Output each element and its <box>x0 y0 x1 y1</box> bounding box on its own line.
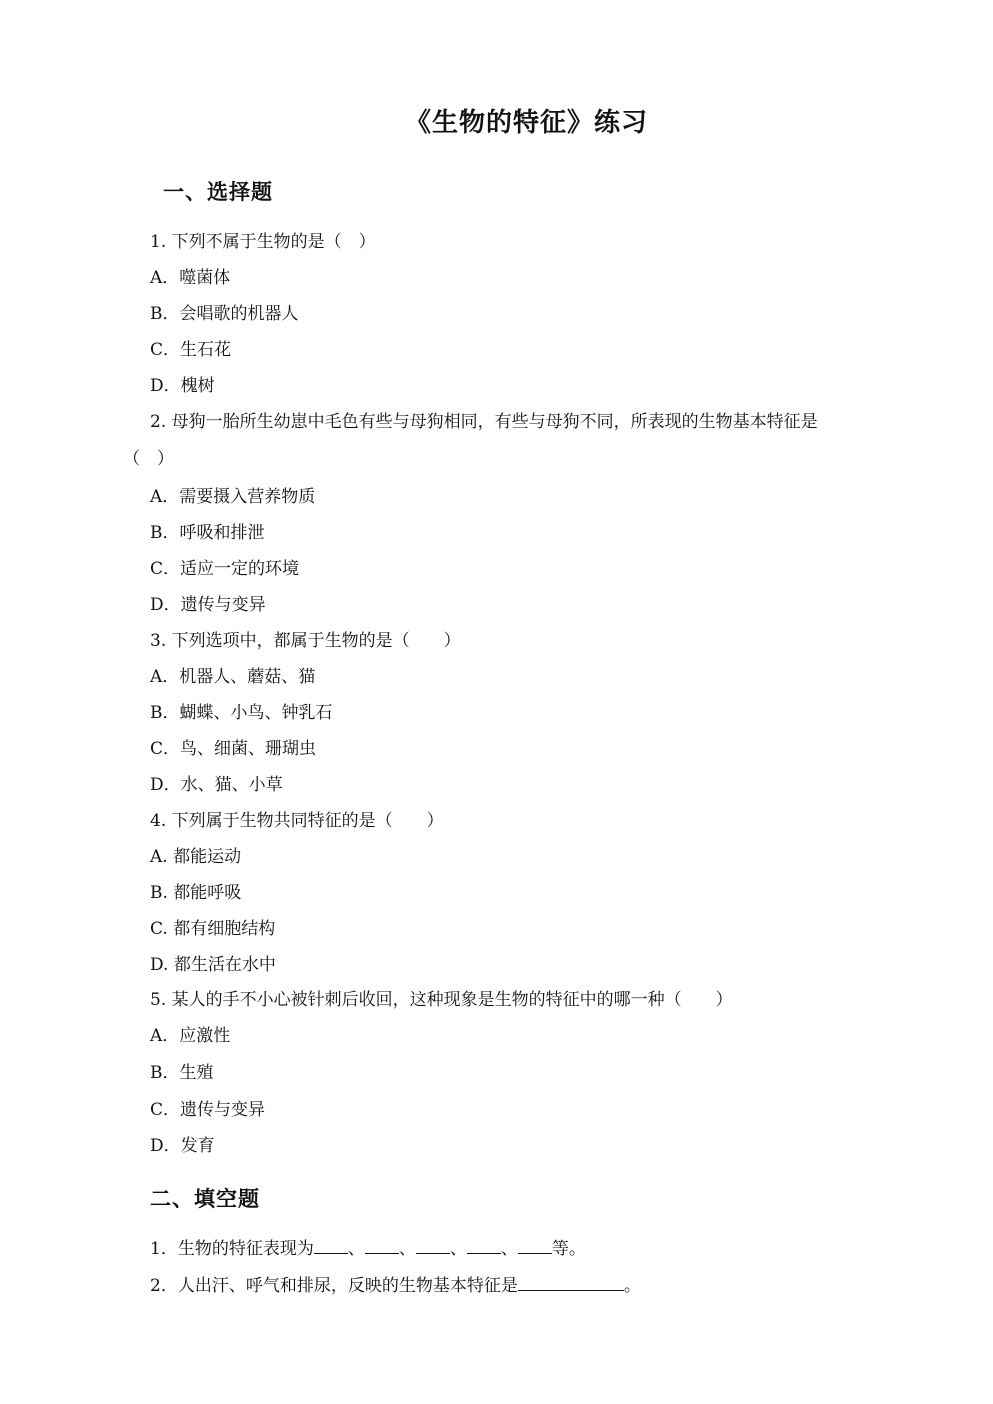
section-heading-choice: 一、选择题 <box>163 179 273 204</box>
question-2-option-c: C．适应一定的环境 <box>150 559 300 579</box>
question-4-stem: 4. 下列属于生物共同特征的是（ ） <box>150 811 444 831</box>
question-3-stem: 3. 下列选项中，都属于生物的是（ ） <box>150 631 461 651</box>
section-heading-fill: 二、填空题 <box>150 1186 260 1211</box>
question-3-option-a: A．机器人、蘑菇、猫 <box>150 667 316 687</box>
question-4-option-b: B. 都能呼吸 <box>150 883 242 903</box>
fill-separator: 、 <box>347 1239 365 1259</box>
question-3-option-b: B．蝴蝶、小鸟、钟乳石 <box>150 703 333 723</box>
question-5-stem: 5. 某人的手不小心被针刺后收回，这种现象是生物的特征中的哪一种（ ） <box>150 990 733 1010</box>
question-1-option-d: D．槐树 <box>150 376 215 396</box>
fill-question-2 <box>150 1274 641 1297</box>
question-5-option-d: D．发育 <box>150 1136 215 1156</box>
question-4-option-a: A. 都能运动 <box>150 847 242 867</box>
question-2-option-b: B．呼吸和排泄 <box>150 523 265 543</box>
answer-blank-1[interactable] <box>314 1237 348 1254</box>
page-title: 《生物的特征》练习 <box>404 108 648 138</box>
fill-question-1-prefix: 1．生物的特征表现为 <box>150 1239 314 1259</box>
question-3-option-c: C．鸟、细菌、珊瑚虫 <box>150 739 317 759</box>
question-5-option-b: B．生殖 <box>150 1063 214 1083</box>
question-1-option-a: A．噬菌体 <box>150 268 231 288</box>
question-2-option-a: A．需要摄入营养物质 <box>150 487 316 507</box>
question-5-option-a: A．应激性 <box>150 1026 231 1046</box>
answer-blank-3[interactable] <box>416 1237 450 1254</box>
answer-blank-2[interactable] <box>365 1237 399 1254</box>
question-4-option-c: C. 都有细胞结构 <box>150 919 276 939</box>
fill-separator: 、 <box>398 1239 416 1259</box>
fill-question-1-suffix: 等。 <box>551 1239 586 1259</box>
question-1-stem: 1. 下列不属于生物的是（ ） <box>150 232 376 252</box>
question-1-option-c: C．生石花 <box>150 340 232 360</box>
question-4-option-d: D. 都生活在水中 <box>150 955 276 975</box>
question-2-option-d: D．遗传与变异 <box>150 595 266 615</box>
question-5-option-c: C．遗传与变异 <box>150 1100 266 1120</box>
answer-blank-4[interactable] <box>467 1237 501 1254</box>
fill-question-2-prefix: 2．人出汗、呼气和排尿，反映的生物基本特征是 <box>150 1276 518 1296</box>
answer-blank-5[interactable] <box>518 1237 552 1254</box>
question-1-option-b: B．会唱歌的机器人 <box>150 304 299 324</box>
fill-question-1 <box>150 1237 586 1260</box>
question-2-stem: 2. 母狗一胎所生幼崽中毛色有些与母狗相同，有些与母狗不同，所表现的生物基本特征是 <box>150 412 818 432</box>
fill-question-2-suffix: 。 <box>623 1276 641 1296</box>
fill-separator: 、 <box>500 1239 518 1259</box>
fill-separator: 、 <box>449 1239 467 1259</box>
question-2-stem-continuation: （ ） <box>123 449 174 469</box>
question-3-option-d: D．水、猫、小草 <box>150 775 283 795</box>
answer-blank-6[interactable] <box>518 1274 624 1291</box>
